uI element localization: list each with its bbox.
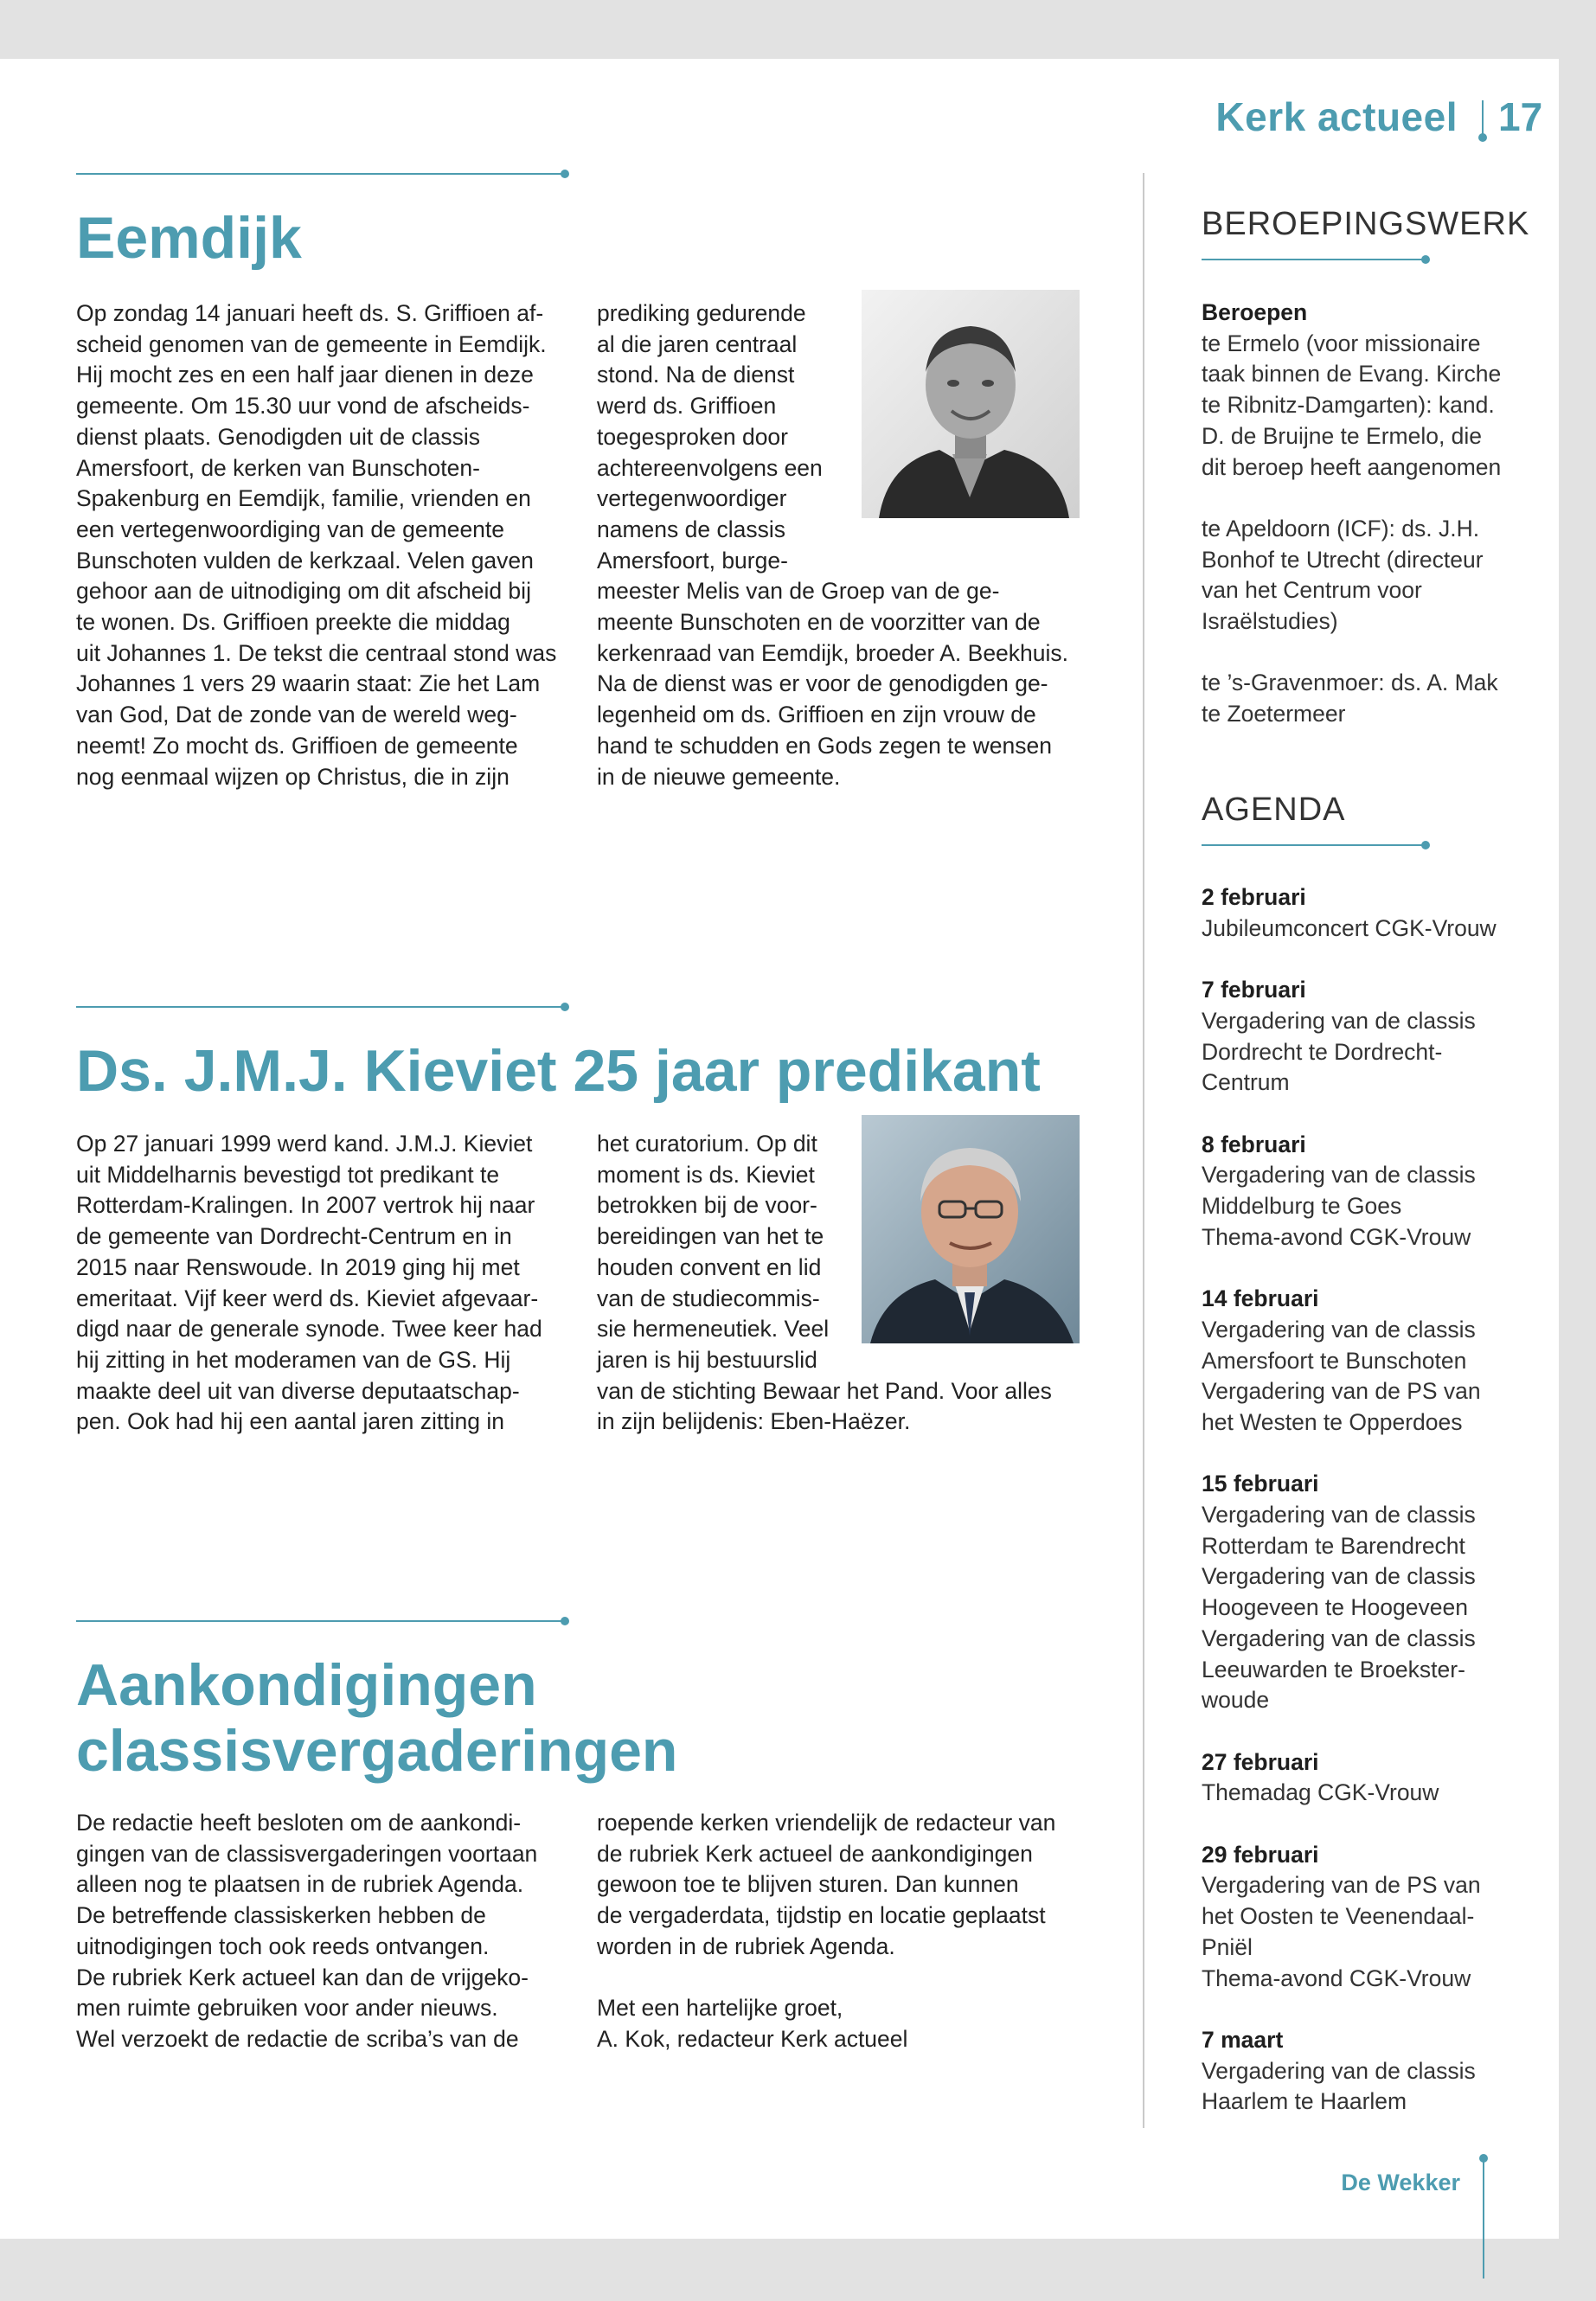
text-line: uit Johannes 1. De tekst die centraal stond was [76, 639, 557, 666]
portrait-photo-kieviet [862, 1115, 1080, 1343]
text-line: meente Bunschoten en de voorzitter van de [597, 609, 1041, 636]
text-line: Wel verzoekt de redactie de scriba’s van de [76, 2025, 519, 2052]
article-rule-dot [561, 170, 569, 178]
text-line: toegesproken door [597, 423, 788, 450]
agenda-item [1202, 1747, 1548, 1809]
text-line: Op 27 januari 1999 werd kand. J.M.J. Kieviet [76, 1131, 533, 1157]
agenda-line: Pniël [1202, 1933, 1253, 1960]
agenda-line: Vergadering van de classis [1202, 1316, 1476, 1343]
text-line: stond. Na de dienst [597, 362, 795, 388]
text-line: 2015 naar Renswoude. In 2019 ging hij met [76, 1253, 520, 1280]
text-line: meester Melis van de Groep van de ge- [597, 578, 1000, 605]
beroepen-subheading: Beroepen [1202, 299, 1308, 325]
beroep-line: Bonhof te Utrecht (directeur [1202, 546, 1484, 573]
magazine-name: De Wekker [1341, 2170, 1460, 2195]
article-title-line: Aankondigingen [76, 1652, 537, 1718]
column-divider [1143, 173, 1144, 2128]
text-line: van de stichting Bewaar het Pand. Voor alles [597, 1377, 1052, 1404]
text-line: gewoon toe te blijven sturen. Dan kunnen [597, 1871, 1019, 1898]
article-aankondigingen-col2 [597, 1808, 1081, 2055]
beroep-line: van het Centrum voor [1202, 577, 1422, 604]
text-line: prediking gedurende [597, 300, 806, 326]
header-divider [1482, 100, 1484, 137]
sidebar-heading-agenda: AGENDA [1202, 792, 1346, 828]
text-line: betrokken bij de voor- [597, 1192, 817, 1219]
text-line: de gemeente van Dordrecht-Centrum en in [76, 1223, 512, 1250]
text-line: Op zondag 14 januari heeft ds. S. Griffioen af- [76, 300, 544, 326]
article-rule-dot [561, 1003, 569, 1011]
text-line: het curatorium. Op dit [597, 1131, 817, 1157]
text-line: worden in de rubriek Agenda. [597, 1932, 895, 1959]
section-title: Kerk actueel [1215, 94, 1458, 139]
text-line: scheid genomen van de gemeente in Eemdijk. [76, 330, 547, 357]
beroep-entry [1202, 514, 1548, 638]
agenda-line: het Oosten te Veenendaal- [1202, 1903, 1475, 1930]
agenda-line: Centrum [1202, 1069, 1290, 1096]
text-line: de rubriek Kerk actueel de aankondigingen [597, 1840, 1033, 1867]
text-line: dienst plaats. Genodigden uit de classis [76, 423, 480, 450]
text-line: emeritaat. Vijf keer werd ds. Kieviet afgevaar- [76, 1285, 539, 1311]
sidebar-rule-dot [1421, 255, 1430, 264]
agenda-line: Vergadering van de classis [1202, 1502, 1476, 1528]
text-line: Amersfoort, de kerken van Bunschoten- [76, 454, 480, 481]
agenda-date: 15 februari [1202, 1471, 1319, 1497]
text-line: digd naar de generale synode. Twee keer had [76, 1316, 542, 1343]
text-line: neemt! Zo mocht ds. Griffioen de gemeente [76, 732, 518, 759]
agenda-date: 29 februari [1202, 1841, 1319, 1868]
article-aankondigingen-col1 [76, 1808, 565, 2055]
agenda-line: Dordrecht te Dordrecht- [1202, 1038, 1443, 1065]
beroepen-list [1202, 329, 1548, 730]
text-line: kerkenraad van Eemdijk, broeder A. Beekhuis. [597, 639, 1069, 666]
text-line: uitnodigingen toch ook reeds ontvangen. [76, 1932, 490, 1959]
agenda-item [1202, 1840, 1548, 1995]
text-line: gemeente. Om 15.30 uur vond de afscheids- [76, 393, 530, 420]
agenda-line: Amersfoort te Bunschoten [1202, 1347, 1467, 1374]
agenda-line: Vergadering van de PS van [1202, 1872, 1481, 1899]
beroep-line: te Ribnitz-Damgarten): kand. [1202, 392, 1495, 419]
agenda-line: Vergadering van de classis [1202, 1563, 1476, 1590]
beroep-entry [1202, 329, 1548, 484]
agenda-item [1202, 882, 1548, 944]
agenda-list [1202, 882, 1548, 2149]
portrait-photo-griffioen [862, 290, 1080, 518]
beroep-line: te Apeldoorn (ICF): ds. J.H. [1202, 515, 1480, 542]
agenda-line: het Westen te Opperdoes [1202, 1408, 1463, 1435]
beroep-line: te Zoetermeer [1202, 701, 1346, 727]
beroep-line: D. de Bruijne te Ermelo, die [1202, 422, 1483, 449]
beroep-line: dit beroep heeft aangenomen [1202, 453, 1502, 480]
agenda-line: Vergadering van de classis [1202, 2057, 1476, 2084]
footer-divider [1483, 2157, 1484, 2279]
text-line: Spakenburg en Eemdijk, familie, vrienden en [76, 485, 531, 512]
agenda-item [1202, 2025, 1548, 2118]
sidebar-heading-beroepingswerk: BEROEPINGSWERK [1202, 206, 1530, 242]
text-line [597, 1963, 1081, 1994]
agenda-item [1202, 1284, 1548, 1439]
text-line: De betreffende classiskerken hebben de [76, 1902, 486, 1929]
agenda-item [1202, 975, 1548, 1099]
agenda-date: 2 februari [1202, 884, 1306, 910]
agenda-date: 7 februari [1202, 977, 1306, 1003]
text-line: Met een hartelijke groet, [597, 1995, 843, 2022]
article-rule [76, 1620, 565, 1622]
article-title-aankondigingen [76, 1652, 677, 1784]
text-line: jaren is hij bestuurslid [597, 1346, 817, 1373]
article-title-eemdijk: Eemdijk [76, 205, 302, 271]
text-line: hij zitting in het moderamen van de GS. Hij [76, 1346, 511, 1373]
sidebar-rule [1202, 844, 1425, 846]
beroep-line: te Ermelo (voor missionaire [1202, 330, 1481, 356]
beroep-line: taak binnen de Evang. Kirche [1202, 361, 1502, 388]
beroep-line: Israëlstudies) [1202, 608, 1338, 635]
page-number: 17 [1498, 94, 1543, 139]
header-divider-dot [1478, 133, 1487, 142]
text-line: Johannes 1 vers 29 waarin staat: Zie het Lam [76, 670, 541, 697]
text-line: sie hermeneutiek. Veel [597, 1316, 830, 1343]
agenda-date: 8 februari [1202, 1131, 1306, 1157]
agenda-date: 7 maart [1202, 2026, 1284, 2053]
text-line: werd ds. Griffioen [597, 393, 777, 420]
article-kieviet-col1 [76, 1129, 565, 1438]
agenda-line: Thema-avond CGK-Vrouw [1202, 1965, 1471, 1991]
agenda-line: Vergadering van de PS van [1202, 1378, 1481, 1405]
agenda-line: Leeuwarden te Broekster- [1202, 1656, 1465, 1682]
agenda-line: Middelburg te Goes [1202, 1193, 1402, 1219]
text-line: hand te schudden en Gods zegen te wensen [597, 732, 1052, 759]
text-line: namens de classis [597, 516, 785, 542]
text-line: nog eenmaal wijzen op Christus, die in zijn [76, 763, 510, 790]
text-line: achtereenvolgens een [597, 454, 823, 481]
article-rule-dot [561, 1617, 569, 1625]
beroep-entry [1202, 668, 1548, 729]
article-eemdijk-col1 [76, 298, 565, 792]
text-line: pen. Ook had hij een aantal jaren zitting in [76, 1408, 504, 1435]
agenda-line: Thema-avond CGK-Vrouw [1202, 1223, 1471, 1250]
text-line: in zijn belijdenis: Eben-Haëzer. [597, 1408, 911, 1435]
article-rule [76, 1006, 565, 1008]
sidebar-rule [1202, 259, 1425, 260]
agenda-line: Vergadering van de classis [1202, 1625, 1476, 1651]
text-line: van de studiecommis- [597, 1285, 820, 1311]
agenda-line: Haarlem te Haarlem [1202, 2088, 1407, 2115]
text-line: maakte deel uit van diverse deputaatschap- [76, 1377, 520, 1404]
agenda-date: 14 februari [1202, 1285, 1319, 1312]
agenda-item [1202, 1130, 1548, 1253]
text-line: gingen van de classisvergaderingen voortaan [76, 1840, 538, 1867]
sidebar-rule-dot [1421, 841, 1430, 849]
text-line: Hij mocht zes en een half jaar dienen in deze [76, 362, 534, 388]
text-line: van God, Dat de zonde van de wereld weg- [76, 702, 517, 728]
agenda-line: Hoogeveen te Hoogeveen [1202, 1594, 1468, 1621]
text-line: uit Middelharnis bevestigd tot predikant te [76, 1161, 500, 1188]
text-line: gehoor aan de uitnodiging om dit afscheid bij [76, 578, 531, 605]
agenda-item [1202, 1469, 1548, 1716]
agenda-line: Themadag CGK-Vrouw [1202, 1779, 1439, 1806]
beroepen-section [1202, 298, 1548, 761]
agenda-line: woude [1202, 1687, 1270, 1714]
text-line: een vertegenwoordiging van de gemeente [76, 516, 505, 542]
text-line: Rotterdam-Kralingen. In 2007 vertrok hij naar [76, 1192, 535, 1219]
text-line: roepende kerken vriendelijk de redacteur van [597, 1810, 1056, 1836]
text-line: Na de dienst was er voor de genodigden ge- [597, 670, 1048, 697]
text-line: houden convent en lid [597, 1253, 822, 1280]
agenda-line: Rotterdam te Barendrecht [1202, 1532, 1465, 1559]
agenda-line: Vergadering van de classis [1202, 1162, 1476, 1189]
text-line: te wonen. Ds. Griffioen preekte die middag [76, 609, 510, 636]
text-line: de vergaderdata, tijdstip en locatie geplaatst [597, 1902, 1046, 1929]
text-line: al die jaren centraal [597, 330, 798, 357]
text-line: moment is ds. Kieviet [597, 1161, 815, 1188]
text-line: legenheid om ds. Griffioen en zijn vrouw de [597, 702, 1036, 728]
text-line: Amersfoort, burge- [597, 547, 788, 574]
text-line: men ruimte gebruiken voor ander nieuws. [76, 1995, 498, 2022]
article-rule [76, 173, 565, 175]
agenda-line: Vergadering van de classis [1202, 1007, 1476, 1034]
article-title-line: classisvergaderingen [76, 1718, 678, 1784]
text-line: De rubriek Kerk actueel kan dan de vrijgeko- [76, 1964, 529, 1990]
beroep-line: te ’s-Gravenmoer: ds. A. Mak [1202, 670, 1498, 696]
text-line: alleen nog te plaatsen in de rubriek Agenda. [76, 1871, 524, 1898]
article-title-kieviet: Ds. J.M.J. Kieviet 25 jaar predikant [76, 1038, 1041, 1104]
agenda-line: Jubileumconcert CGK-Vrouw [1202, 914, 1497, 941]
text-line: De redactie heeft besloten om de aankondi- [76, 1810, 522, 1836]
text-line: vertegenwoordiger [597, 485, 787, 512]
agenda-date: 27 februari [1202, 1748, 1319, 1775]
text-line: A. Kok, redacteur Kerk actueel [597, 2025, 908, 2052]
text-line: bereidingen van het te [597, 1223, 824, 1250]
text-line: in de nieuwe gemeente. [597, 763, 841, 790]
text-line: Bunschoten vulden de kerkzaal. Velen gaven [76, 547, 534, 574]
